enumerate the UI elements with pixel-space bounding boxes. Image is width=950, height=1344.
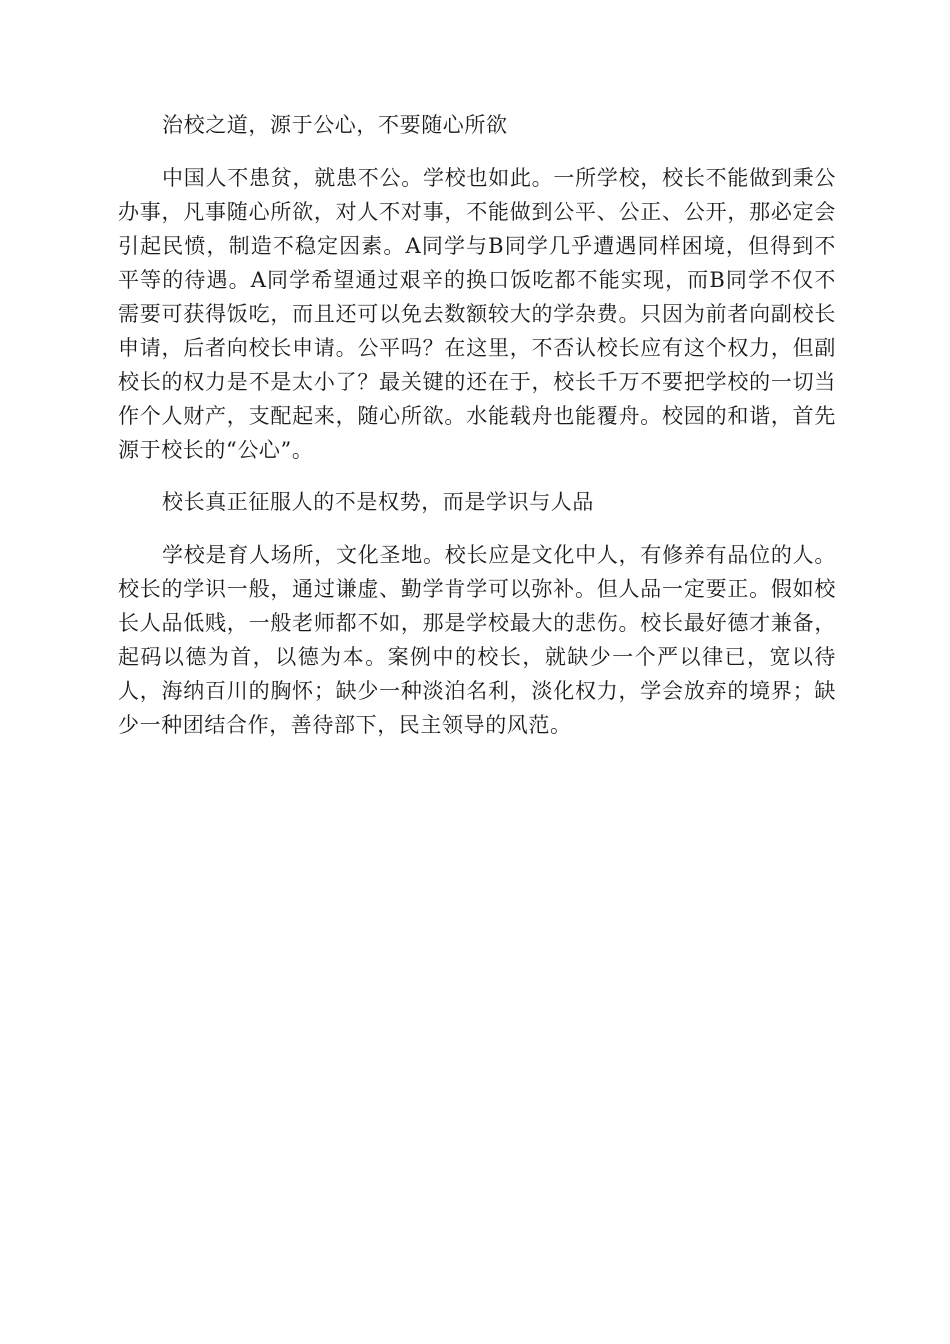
section-heading-2: 校长真正征服人的不是权势，而是学识与人品 — [162, 490, 594, 514]
section-paragraph-1: 中国人不患贫，就患不公。学校也如此。一所学校，校长不能做到秉公办事，凡事随心所欲，对人不对事，不能做到公平、公正、公开，那必定会引起民愤，制造不稳定因素。A同学与B同学几乎遭遇同样困境，但得到不平等的待遇。A同学希望通过艰辛的换口饭吃都不能实现，而B同学不仅不需要可获得饭吃，而且还可以免去数额较大的学杂费。只因为前者向副校长申请，后者向校长申请。公平吗？在这里，不否认校长应有这个权力，但副校长的权力是不是太小了？最关键的还在于，校长千万不要把学校的一切当作个人财产，支配起来，随心所欲。水能载舟也能覆舟。校园的和谐，首先源于校长的“公心”。 — [118, 166, 836, 462]
section-heading-1: 治校之道，源于公心，不要随心所欲 — [162, 113, 508, 137]
document-body — [118, 108, 836, 742]
section-paragraph-2: 学校是育人场所，文化圣地。校长应是文化中人，有修养有品位的人。校长的学识一般，通过谦虚、勤学肯学可以弥补。但人品一定要正。假如校长人品低贱，一般老师都不如，那是学校最大的悲伤。校长最好德才兼备，起码以德为首，以德为本。案例中的校长，就缺少一个严以律已，宽以待人，海纳百川的胸怀；缺少一种淡泊名利，淡化权力，学会放弃的境界；缺少一种团结合作，善待部下，民主领导的风范。 — [118, 543, 836, 737]
